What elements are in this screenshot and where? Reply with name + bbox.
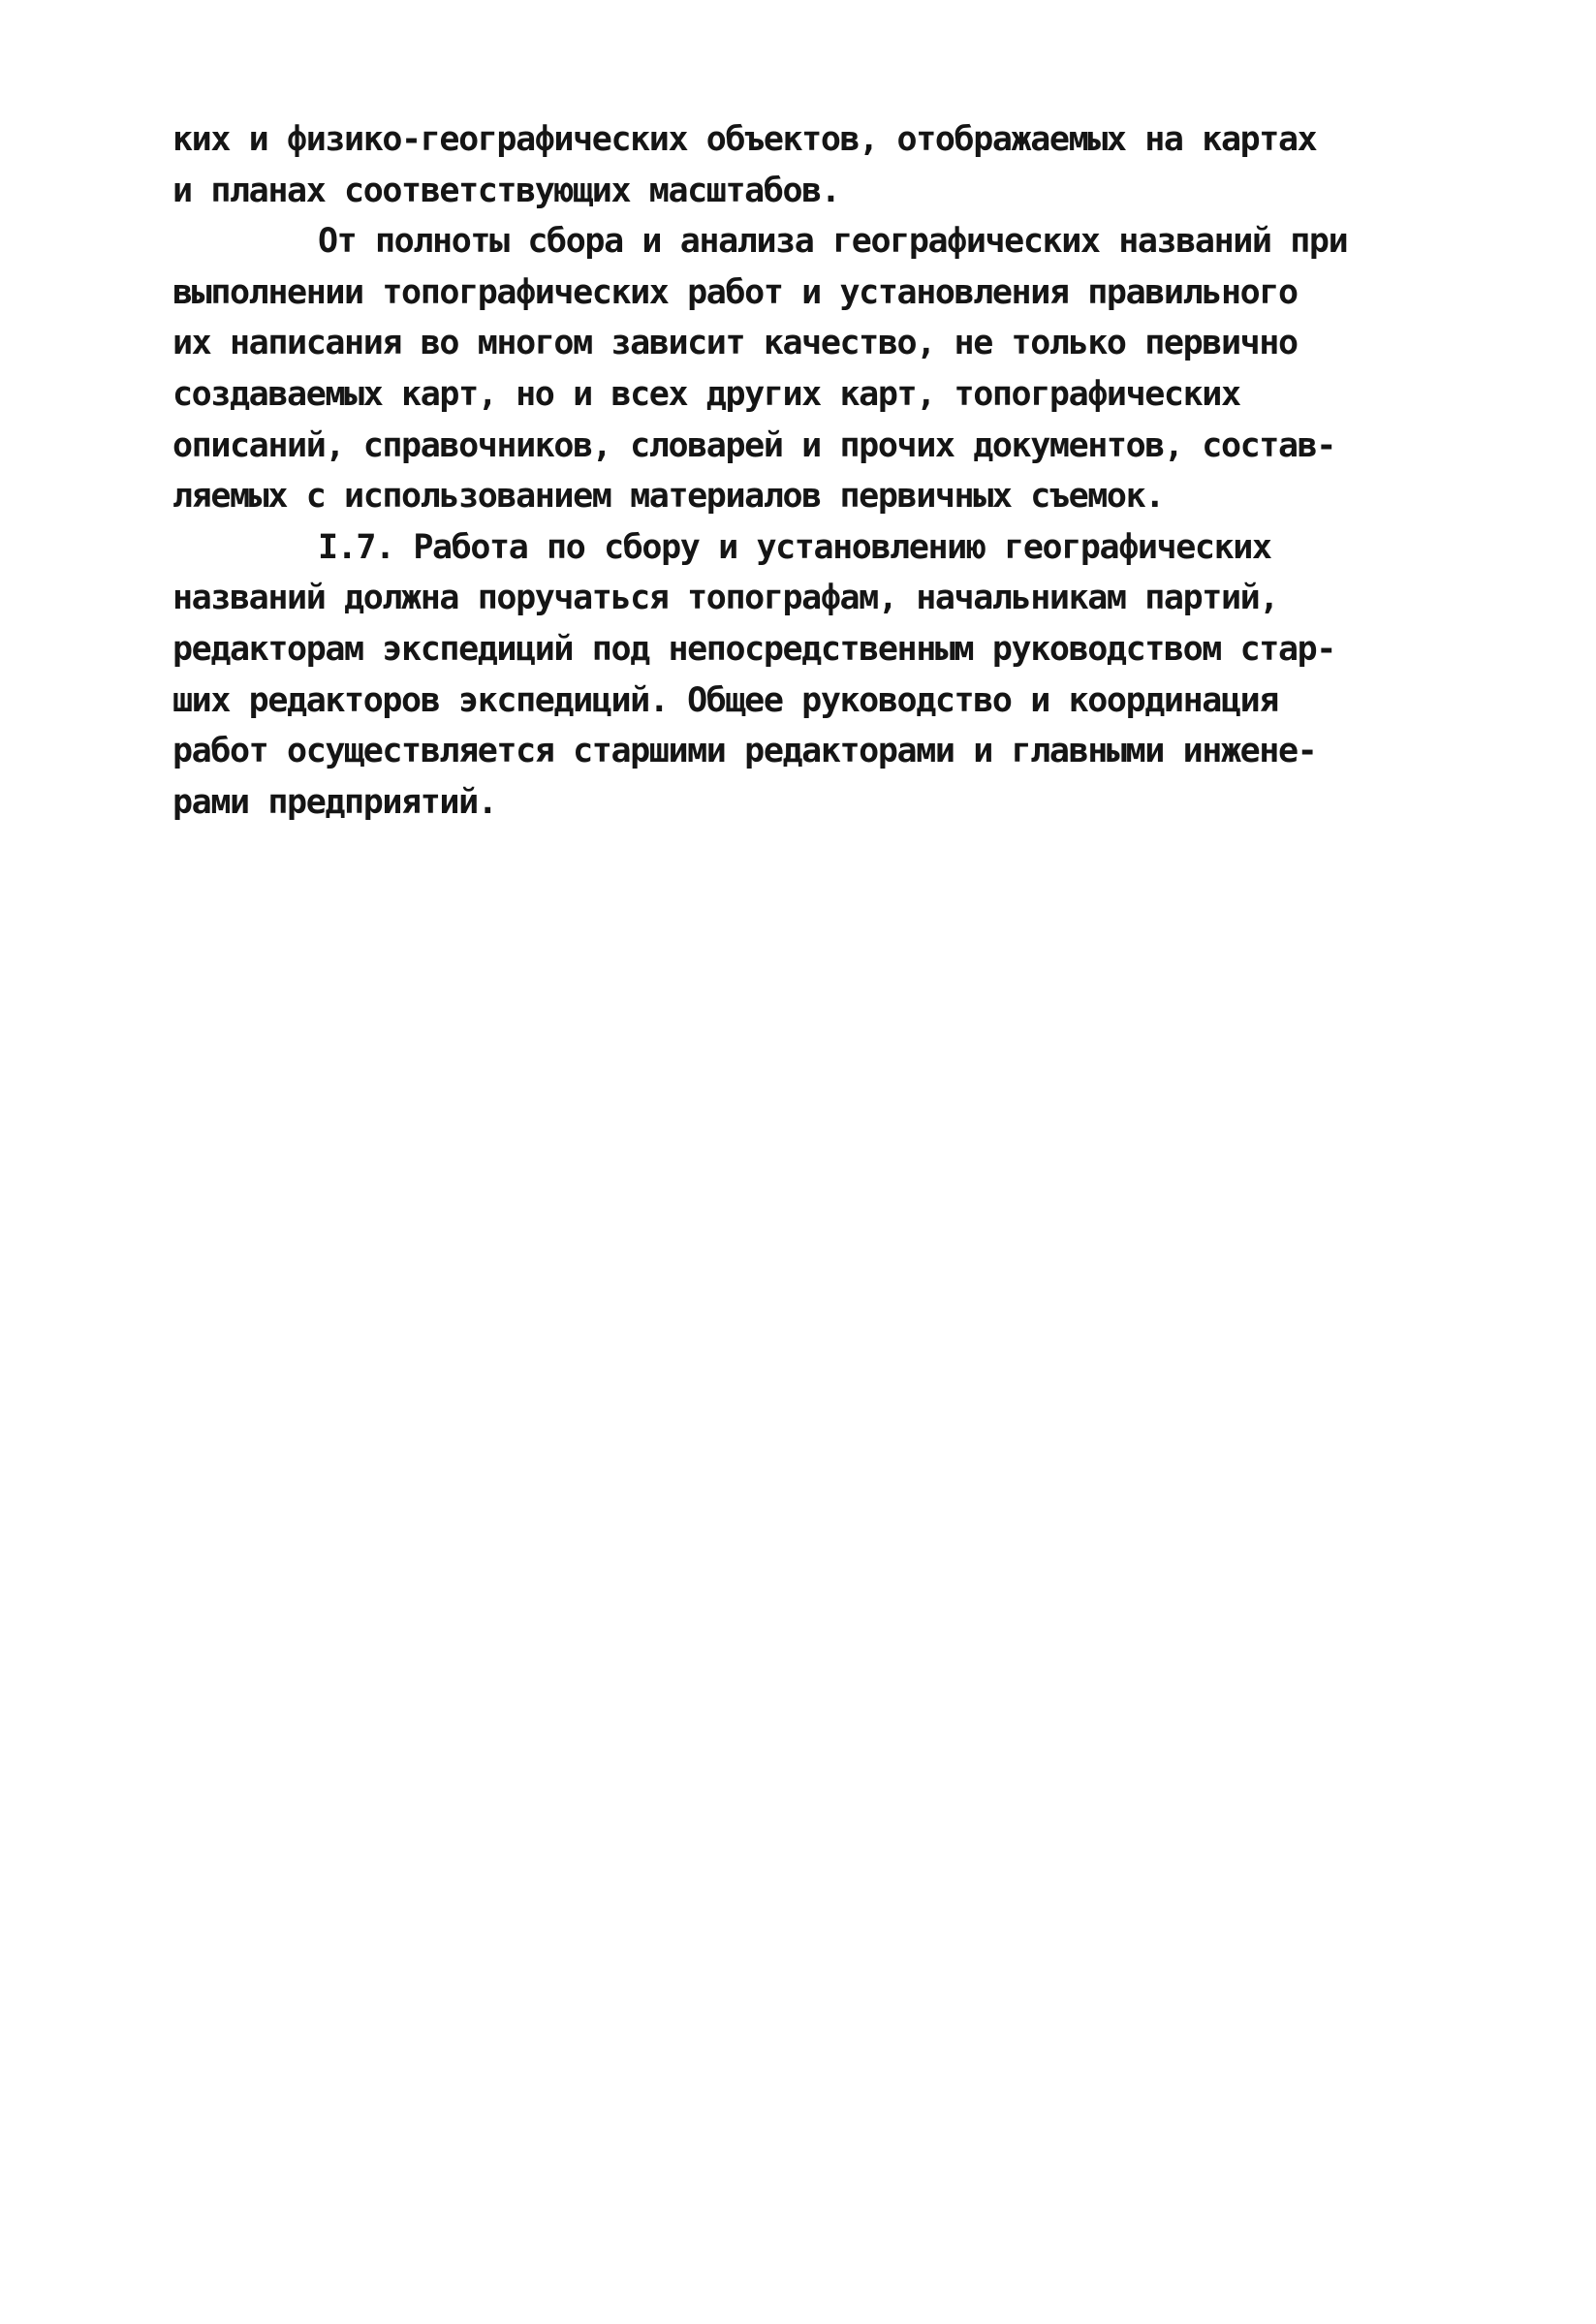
document-body-text xyxy=(172,114,1461,828)
text-line: выполнении топографических работ и установления правильного xyxy=(172,272,1298,312)
text-line: ляемых с использованием материалов первичных съемок. xyxy=(172,477,1164,517)
text-line: и планах соответствующих масштабов. xyxy=(172,171,840,210)
text-line: ких и физико-географических объектов, отображаемых на картах xyxy=(172,120,1317,159)
paragraph-section-1-7 xyxy=(172,522,1461,829)
text-line: рами предприятий. xyxy=(172,782,497,822)
text-line: ших редакторов экспедиций. Общее руководство и координация xyxy=(172,680,1278,720)
paragraph-continuation xyxy=(172,114,1461,216)
text-line: их написания во многом зависит качество, не только первично xyxy=(172,324,1298,363)
text-line: названий должна поручаться топографам, начальникам партий, xyxy=(172,579,1278,618)
text-line: I.7. Работа по сбору и установлению географических xyxy=(318,527,1271,567)
text-line: описаний, справочников, словарей и прочих документов, состав- xyxy=(172,425,1335,465)
text-line: редакторам экспедиций под непосредственным руководством стар- xyxy=(172,629,1335,669)
text-line: От полноты сбора и анализа географических названий при xyxy=(318,222,1348,262)
paragraph-geographic-names-quality xyxy=(172,216,1461,522)
text-line: работ осуществляется старшими редакторами и главными инжене- xyxy=(172,732,1317,771)
text-line: создаваемых карт, но и всех других карт, топографических xyxy=(172,374,1240,414)
